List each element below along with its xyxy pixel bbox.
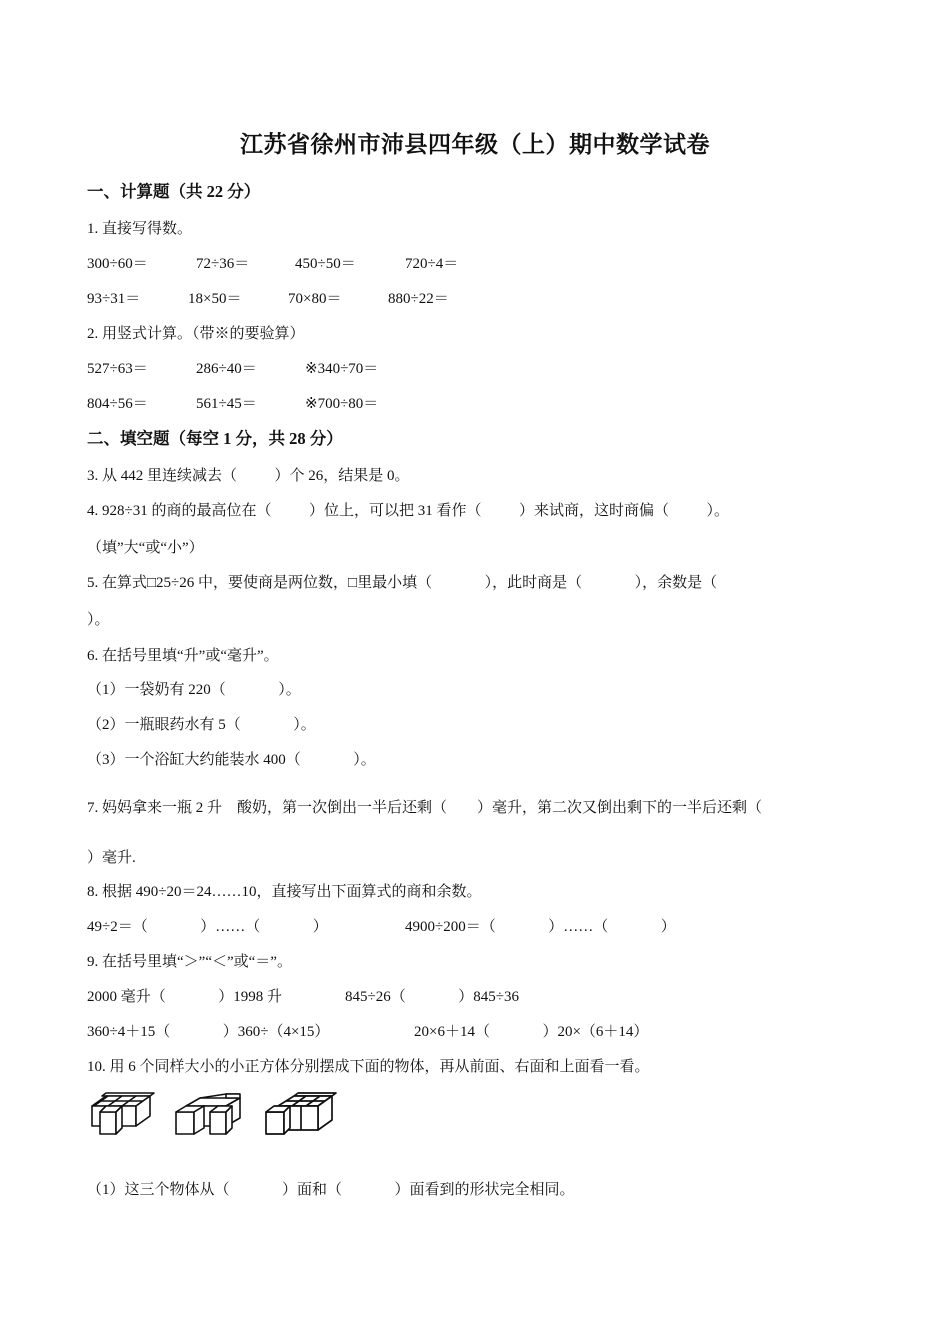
question-5-line-1: 5. 在算式□25÷26 中，要使商是两位数，□里最小填（ ），此时商是（ ），余数是（ — [87, 575, 718, 591]
question-2-text: 2. 用竖式计算。（带※的要验算） — [87, 326, 305, 342]
cube-figure-3-icon — [264, 1092, 340, 1140]
expression: 300÷60＝ — [87, 256, 148, 272]
question-4-line-1: 4. 928÷31 的商的最高位在（ ）位上，可以把 31 看作（ ）来试商，这时商偏（ ）。 — [87, 503, 729, 519]
expression: 49÷2＝（ ）……（ ） — [87, 919, 328, 935]
question-10-sub-1: （1）这三个物体从（ ）面和（ ）面看到的形状完全相同。 — [87, 1182, 575, 1198]
question-4-line-2: （填”大“或“小”） — [87, 540, 204, 556]
expression: 93÷31＝ — [87, 291, 141, 307]
expression: 845÷26（ ）845÷36 — [345, 989, 519, 1005]
question-6-item-3: （3）一个浴缸大约能装水 400（ ）。 — [87, 752, 376, 768]
section-heading-2: 二、填空题（每空 1 分，共 28 分） — [87, 429, 343, 448]
question-8-text: 8. 根据 490÷20＝24……10，直接写出下面算式的商和余数。 — [87, 884, 482, 900]
expression: 20×6＋14（ ）20×（6＋14） — [414, 1024, 649, 1040]
cube-figure-2-icon — [174, 1092, 244, 1140]
expression: 286÷40＝ — [196, 361, 257, 377]
expression: 360÷4＋15（ ）360÷（4×15） — [87, 1024, 330, 1040]
question-5-line-2: ）。 — [87, 612, 110, 628]
question-7-line-1: 7. 妈妈拿来一瓶 2 升 酸奶，第一次倒出一半后还剩（ ）毫升，第二次又倒出剩下的一半后还剩（ — [87, 800, 763, 816]
question-7-line-2: ）毫升. — [87, 850, 136, 866]
section-heading-1: 一、计算题（共 22 分） — [87, 182, 261, 201]
expression: 18×50＝ — [188, 291, 242, 307]
expression: 720÷4＝ — [405, 256, 459, 272]
expression: 72÷36＝ — [196, 256, 250, 272]
expression: 804÷56＝ — [87, 396, 148, 412]
expression: 880÷22＝ — [388, 291, 449, 307]
question-10-text: 10. 用 6 个同样大小的小正方体分别摆成下面的物体，再从前面、右面和上面看一看。 — [87, 1059, 650, 1075]
question-1-text: 1. 直接写得数。 — [87, 221, 193, 237]
expression: 70×80＝ — [288, 291, 342, 307]
expression: 2000 毫升（ ）1998 升 — [87, 989, 283, 1005]
question-6-text: 6. 在括号里填“升”或“毫升”。 — [87, 648, 279, 664]
expression: 561÷45＝ — [196, 396, 257, 412]
question-3-text: 3. 从 442 里连续减去（ ）个 26，结果是 0。 — [87, 468, 410, 484]
cube-figures — [88, 1092, 348, 1142]
question-9-text: 9. 在括号里填“＞”“＜”或“＝”。 — [87, 954, 292, 970]
expression: 4900÷200＝（ ）……（ ） — [405, 919, 676, 935]
expression: ※700÷80＝ — [305, 396, 379, 412]
expression: 527÷63＝ — [87, 361, 148, 377]
question-6-item-1: （1）一袋奶有 220（ ）。 — [87, 682, 301, 698]
cube-figure-1-icon — [88, 1092, 156, 1140]
expression: ※340÷70＝ — [305, 361, 379, 377]
question-6-item-2: （2）一瓶眼药水有 5（ ）。 — [87, 717, 316, 733]
expression: 450÷50＝ — [295, 256, 356, 272]
page-title: 江苏省徐州市沛县四年级（上）期中数学试卷 — [240, 132, 710, 157]
